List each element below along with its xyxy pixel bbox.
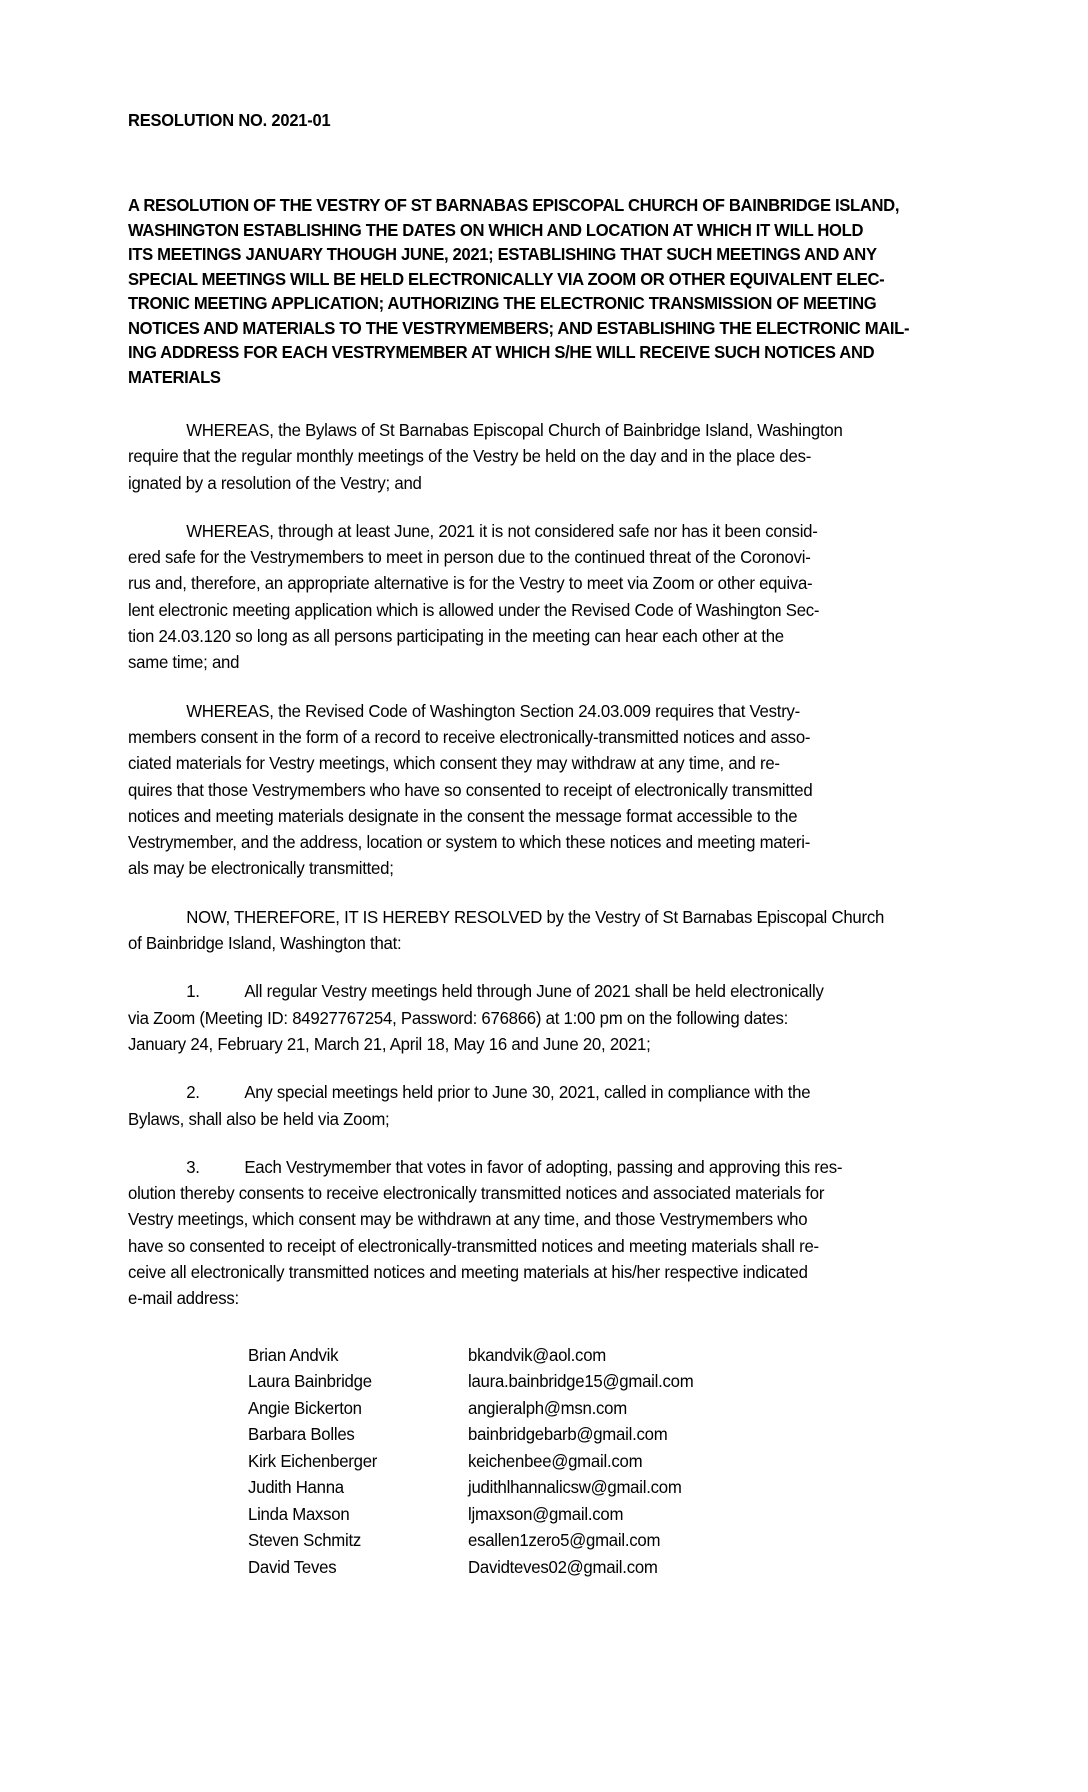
- paragraph-line: via Zoom (Meeting ID: 84927767254, Password: 676866) at 1:00 pm on the following dates:: [128, 1007, 789, 1028]
- resolved-item-2: [128, 1079, 883, 1132]
- heading-line: ING ADDRESS FOR EACH VESTRYMEMBER AT WHICH S/HE WILL RECEIVE SUCH NOTICES AND: [128, 342, 875, 362]
- paragraph-line: members consent in the form of a record to receive electronically-transmitted notices and asso-: [128, 726, 811, 747]
- roster-row: [128, 1474, 888, 1501]
- roster-row: [128, 1368, 888, 1395]
- member-name: Linda Maxson: [248, 1503, 350, 1524]
- roster-row: [128, 1342, 888, 1369]
- paragraph-line: January 24, February 21, March 21, April 18, May 16 and June 20, 2021;: [128, 1033, 651, 1054]
- paragraph-line: rus and, therefore, an appropriate alternative is for the Vestry to meet via Zoom or other equiva-: [128, 573, 813, 594]
- member-name: Kirk Eichenberger: [248, 1450, 378, 1471]
- paragraph-line: NOW, THEREFORE, IT IS HEREBY RESOLVED by the Vestry of St Barnabas Episcopal Church: [186, 906, 885, 927]
- item-number: 2.: [186, 1082, 200, 1103]
- paragraph-line: WHEREAS, through at least June, 2021 it is not considered safe nor has it been consid-: [186, 520, 818, 541]
- paragraph-line: Vestry meetings, which consent may be withdrawn at any time, and those Vestrymembers who: [128, 1209, 808, 1230]
- roster-row: [128, 1527, 888, 1554]
- vestrymember-email-roster: [128, 1342, 888, 1581]
- member-name: Judith Hanna: [248, 1477, 344, 1498]
- roster-row: [128, 1395, 888, 1422]
- roster-row: [128, 1501, 888, 1528]
- heading-line: SPECIAL MEETINGS WILL BE HELD ELECTRONICALLY VIA ZOOM OR OTHER EQUIVALENT ELEC-: [128, 268, 885, 289]
- member-email: judithlhannalicsw@gmail.com: [468, 1477, 682, 1498]
- heading-line: MATERIALS: [128, 366, 221, 387]
- roster-row: [128, 1554, 888, 1581]
- paragraph-line: ceive all electronically transmitted notices and meeting materials at his/her respective indicated: [128, 1262, 808, 1283]
- paragraph-line: 1. All regular Vestry meetings held through June of 2021 shall be held electronically: [186, 981, 824, 1002]
- paragraph-line: of Bainbridge Island, Washington that:: [128, 933, 402, 954]
- member-name: Laura Bainbridge: [248, 1371, 372, 1392]
- member-name: Angie Bickerton: [248, 1397, 362, 1418]
- paragraph-line: have so consented to receipt of electronically-transmitted notices and meeting materials shall re-: [128, 1235, 819, 1256]
- member-email: ljmaxson@gmail.com: [468, 1503, 624, 1524]
- paragraph-line: als may be electronically transmitted;: [128, 858, 394, 879]
- heading-line: ITS MEETINGS JANUARY THOUGH JUNE, 2021; ESTABLISHING THAT SUCH MEETINGS AND ANY: [128, 244, 877, 264]
- paragraph-whereas-2: [128, 518, 883, 676]
- paragraph-line: 3. Each Vestrymember that votes in favor of adopting, passing and approving this res-: [186, 1156, 843, 1177]
- resolved-item-3: [128, 1154, 883, 1312]
- member-email: angieralph@msn.com: [468, 1397, 627, 1418]
- roster-row: [128, 1421, 888, 1448]
- roster-row: [128, 1448, 888, 1475]
- item-number: 1.: [186, 981, 200, 1002]
- member-name: David Teves: [248, 1556, 337, 1577]
- paragraph-line: WHEREAS, the Bylaws of St Barnabas Episcopal Church of Bainbridge Island, Washington: [186, 420, 843, 440]
- member-name: Barbara Bolles: [248, 1424, 355, 1445]
- heading-line: WASHINGTON ESTABLISHING THE DATES ON WHICH AND LOCATION AT WHICH IT WILL HOLD: [128, 219, 864, 240]
- member-email: Davidteves02@gmail.com: [468, 1556, 658, 1577]
- paragraph-line: notices and meeting materials designate in the consent the message format accessible to the: [128, 805, 798, 826]
- resolution-heading: [128, 193, 910, 389]
- paragraph-line: e-mail address:: [128, 1288, 239, 1309]
- member-email: bkandvik@aol.com: [468, 1344, 606, 1365]
- paragraph-line: 2. Any special meetings held prior to June 30, 2021, called in compliance with the: [186, 1082, 811, 1103]
- paragraph-whereas-3: [128, 698, 883, 882]
- member-email: bainbridgebarb@gmail.com: [468, 1424, 668, 1445]
- member-name: Steven Schmitz: [248, 1530, 362, 1551]
- member-email: laura.bainbridge15@gmail.com: [468, 1371, 694, 1392]
- item-number: 3.: [186, 1156, 200, 1177]
- paragraph-line: quires that those Vestrymembers who have so consented to receipt of electronically transmitted: [128, 779, 813, 800]
- paragraph-line: ciated materials for Vestry meetings, which consent they may withdraw at any time, and re-: [128, 753, 780, 774]
- paragraph-whereas-1: [128, 417, 883, 496]
- paragraph-line: ignated by a resolution of the Vestry; and: [128, 472, 422, 493]
- paragraph-line: same time; and: [128, 652, 240, 673]
- paragraph-line: Bylaws, shall also be held via Zoom;: [128, 1108, 390, 1129]
- member-name: Brian Andvik: [248, 1344, 339, 1365]
- member-email: esallen1zero5@gmail.com: [468, 1530, 661, 1551]
- resolved-item-1: [128, 978, 883, 1057]
- paragraph-line: Vestrymember, and the address, location or system to which these notices and meeting materi-: [128, 832, 811, 853]
- paragraph-line: olution thereby consents to receive electronically transmitted notices and associated materials for: [128, 1183, 825, 1204]
- paragraph-line: require that the regular monthly meetings of the Vestry be held on the day and in the place des-: [128, 446, 812, 467]
- paragraph-line: ered safe for the Vestrymembers to meet in person due to the continued threat of the Coronovi-: [128, 547, 811, 568]
- paragraph-line: tion 24.03.120 so long as all persons participating in the meeting can hear each other at the: [128, 626, 784, 647]
- heading-line: A RESOLUTION OF THE VESTRY OF ST BARNABAS EPISCOPAL CHURCH OF BAINBRIDGE ISLAND,: [128, 195, 900, 215]
- paragraph-line: WHEREAS, the Revised Code of Washington Section 24.03.009 requires that Vestry-: [186, 700, 801, 721]
- paragraph-line: lent electronic meeting application which is allowed under the Revised Code of Washington Sec-: [128, 599, 820, 620]
- page-title: RESOLUTION NO. 2021-01: [128, 110, 331, 130]
- member-email: keichenbee@gmail.com: [468, 1450, 643, 1471]
- paragraph-now-therefore: [128, 904, 883, 957]
- heading-line: TRONIC MEETING APPLICATION; AUTHORIZING THE ELECTRONIC TRANSMISSION OF MEETING: [128, 293, 877, 313]
- heading-line: NOTICES AND MATERIALS TO THE VESTRYMEMBERS; AND ESTABLISHING THE ELECTRONIC MAIL-: [128, 317, 910, 338]
